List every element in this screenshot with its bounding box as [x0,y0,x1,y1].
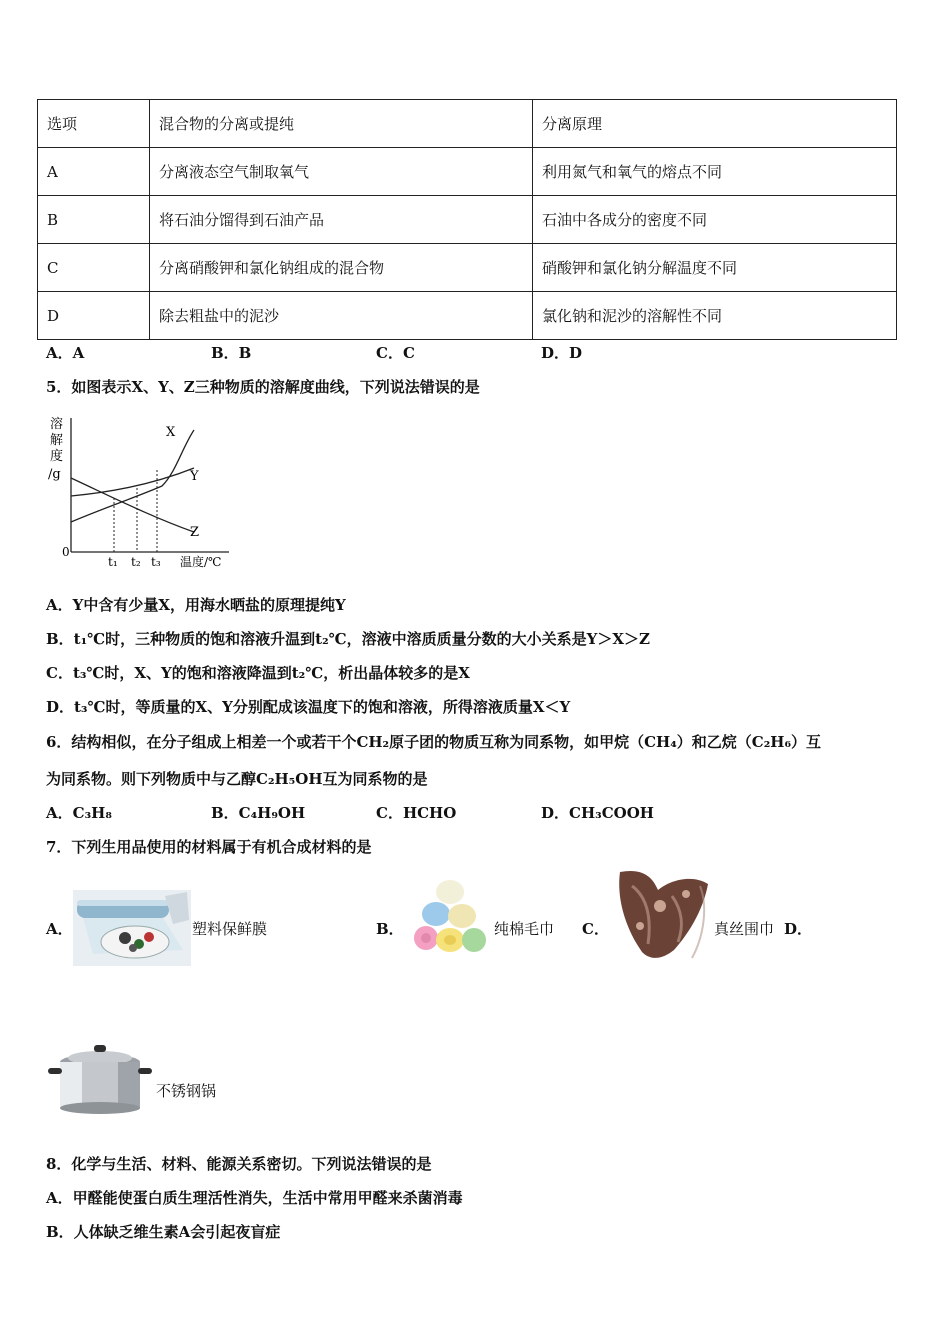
q8-option-b: B．人体缺乏维生素A会引起夜盲症 [46,1223,281,1241]
towels-image [410,874,492,966]
q4-option-b: B．B [211,344,252,362]
table-row [38,292,897,340]
q7-option-c-label: 真丝围巾 [714,920,775,938]
xlabel: 温度/℃ [180,555,222,569]
q7-option-b-label: 纯棉毛巾 [494,920,555,938]
tick-label-t2: t₂ [131,555,141,569]
table-cell: 氯化钠和泥沙的溶解性不同 [533,292,897,340]
q4-option-d: D．D [541,344,583,362]
origin-label: 0 [62,545,70,559]
q7-option-a-letter: A． [46,920,73,938]
table-cell: C [38,244,150,292]
q6-stem-line1: 6．结构相似，在分子组成上相差一个或若干个CH₂原子团的物质互称为同系物，如甲烷（CH₄）和乙烷（C₂H₆）互 [46,733,822,751]
q6-stem-line2: 为同系物。则下列物质中与乙醇C₂H₅OH互为同系物的是 [46,770,428,788]
q7-option-d-letter: D． [784,920,813,938]
q8-option-a: A．甲醛能使蛋白质生理活性消失，生活中常用甲醛来杀菌消毒 [46,1189,463,1207]
table-cell: A [38,148,150,196]
table-cell: 分离硝酸钾和氯化钠组成的混合物 [150,244,533,292]
q6-option-c: C．HCHO [376,804,457,822]
steel-pot-image [46,1040,154,1116]
curve-y [71,468,194,496]
tick-label-t1: t₁ [108,555,118,569]
q8-stem: 8．化学与生活、材料、能源关系密切。下列说法错误的是 [46,1155,432,1173]
table-cell: 石油中各成分的密度不同 [533,196,897,244]
table-row [38,244,897,292]
tick-label-t3: t₃ [151,555,161,569]
q7-stem: 7．下列生用品使用的材料属于有机合成材料的是 [46,838,372,856]
table-header-cell: 分离原理 [533,100,897,148]
q5-option-a: A．Y中含有少量X，用海水晒盐的原理提纯Y [46,596,346,614]
q4-table [37,99,897,340]
q7-option-b-letter: B． [376,920,404,938]
q6-option-a: A．C₃H₈ [46,804,112,822]
q5-option-d: D．t₃℃时，等质量的X、Y分别配成该温度下的饱和溶液，所得溶液质量X＜Y [46,698,571,716]
ylabel-char: /g [48,467,61,482]
q6-option-b: B．C₄H₉OH [211,804,306,822]
curve-label-y: Y [190,469,199,484]
table-row [38,196,897,244]
table-header-row [38,100,897,148]
q7-option-c-letter: C． [582,920,609,938]
ylabel-char: 度 [50,449,64,464]
curve-label-z: Z [190,525,200,540]
q5-option-b: B．t₁℃时，三种物质的饱和溶液升温到t₂℃，溶液中溶质质量分数的大小关系是Y＞X＞Z [46,630,650,648]
table-cell: 分离液态空气制取氧气 [150,148,533,196]
table-header-cell: 选项 [38,100,150,148]
silk-scarf-image [612,866,712,966]
curve-label-x: X [166,425,176,440]
table-cell: D [38,292,150,340]
table-cell: 除去粗盐中的泥沙 [150,292,533,340]
q5-stem: 5．如图表示X、Y、Z三种物质的溶解度曲线，下列说法错误的是 [46,378,480,396]
table-row [38,148,897,196]
ylabel-char: 溶 [50,417,64,432]
table-cell: B [38,196,150,244]
table-cell: 利用氮气和氧气的熔点不同 [533,148,897,196]
q7-option-a-label: 塑料保鲜膜 [192,920,268,938]
q4-option-a: A．A [46,344,85,362]
q6-option-d: D．CH₃COOH [541,804,654,822]
curve-x [71,430,194,522]
solubility-graph [44,410,244,572]
q7-option-d-label: 不锈钢锅 [156,1082,217,1100]
table-cell: 将石油分馏得到石油产品 [150,196,533,244]
q4-option-c: C．C [376,344,415,362]
table-cell: 硝酸钾和氯化钠分解温度不同 [533,244,897,292]
table-header-cell: 混合物的分离或提纯 [150,100,533,148]
plastic-wrap-image [73,890,191,966]
ylabel-char: 解 [50,433,64,448]
q5-option-c: C．t₃℃时，X、Y的饱和溶液降温到t₂℃，析出晶体较多的是X [46,664,470,682]
